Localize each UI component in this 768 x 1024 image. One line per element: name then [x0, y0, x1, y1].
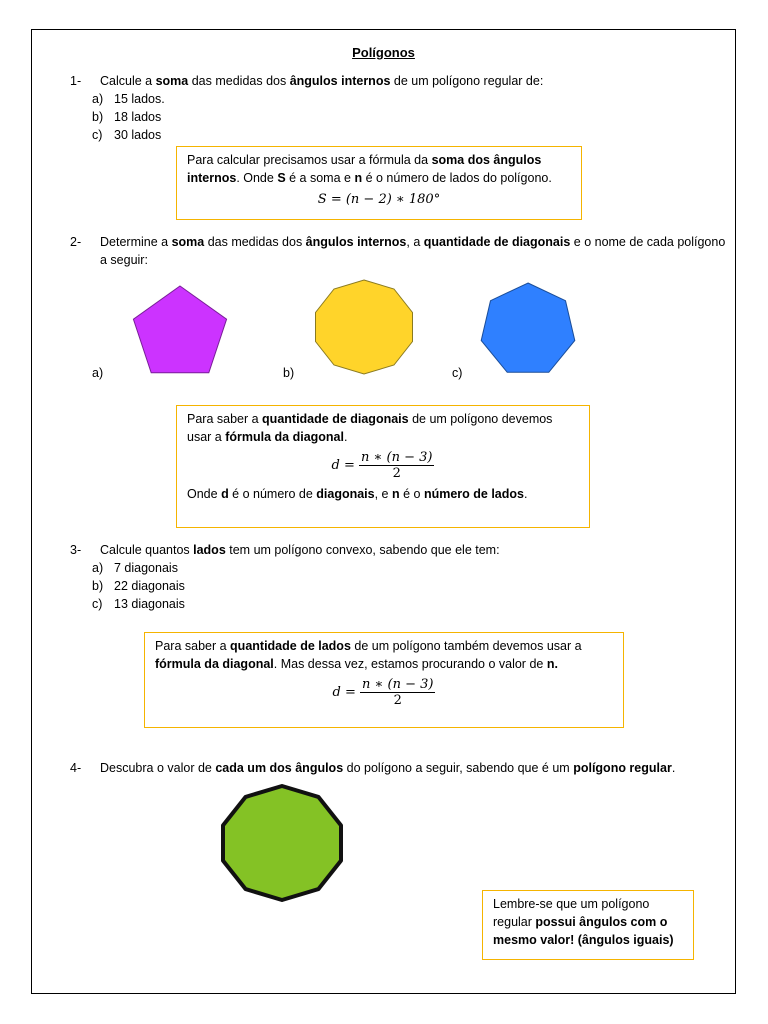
question-number: 2-: [70, 235, 82, 249]
hint-line: Para saber a quantidade de lados de um polígono também devemos usar a: [155, 639, 582, 653]
question-text: Descubra o valor de cada um dos ângulos do polígono a seguir, sabendo que é um polígono regular.: [100, 761, 676, 775]
decagon-shape: [308, 278, 420, 376]
hint-line: usar a fórmula da diagonal.: [187, 430, 348, 444]
diagonal-formula: d = $\frac{n ∗ (n - 3)}{2}$: [331, 450, 433, 481]
hint-line: mesmo valor! (ângulos iguais): [493, 933, 674, 947]
page-title: Polígonos: [352, 45, 415, 60]
hint-line: Para saber a quantidade de diagonais de um polígono devemos: [187, 412, 553, 426]
hint-line: Para calcular precisamos usar a fórmula da soma dos ângulos: [187, 153, 542, 167]
question-text: Determine a soma das medidas dos ângulos internos, a quantidade de diagonais e o nome de cada polígono: [100, 235, 726, 249]
question-number: 4-: [70, 761, 82, 775]
hint-box-diagonal-formula: [176, 405, 590, 528]
worksheet-page: Polígonos 1- Calcule a soma das medidas dos ângulos internos de um polígono regular de: a) 15 lados. b) 18 lados c) 30 lados Para calcular precisamos usar a fórmula da soma dos ângulos internos. Onde S é a soma e n é o número de lados do polígono. S = (n − 2) ∗ 180° 2- Determine a soma das medidas dos ângulos internos, a quantidade de diagonais e o nome de cada polígono a seguir: a) b) c) Para saber a quantidade de diagonais de um polígono devemos usar a fórmula da diagonal. d = $\frac{n ∗ (n - 3)}{2}$ Onde d é o número de diagonais, e n é o número de lados. 3- Calcule quantos lados tem um polígono convexo, sabendo que ele tem: a) 7 diagonais b) 22 diagonais c) 13 diagonais Para saber a quantidade de lados de um polígono também devemos usar a fórmula da diagonal. Mas dessa vez, estamos procurando o valor de n. d = $\frac{n ∗ (n - 3)}{2}$ 4- Descubra o valor de cada um dos ângulos do polígono a seguir, sabendo que é um polígono regular. Lembre-se que um polígono regular possui ângulos com o mesmo valor! (ângulos iguais): [31, 29, 736, 994]
question-text-continued: a seguir:: [100, 253, 148, 267]
hint-box-regular-polygon: [482, 890, 694, 960]
question-text: Calcule quantos lados tem um polígono convexo, sabendo que ele tem:: [100, 543, 500, 557]
hint-line: internos. Onde S é a soma e n é o número de lados do polígono.: [187, 171, 552, 185]
diagonal-formula: d = $\frac{n ∗ (n - 3)}{2}$: [332, 677, 434, 708]
hint-box-sides-formula: [144, 632, 624, 728]
sum-formula: S = (n − 2) ∗ 180°: [317, 192, 441, 207]
question-text: Calcule a soma das medidas dos ângulos internos de um polígono regular de:: [100, 74, 544, 88]
shape-label-c: c): [452, 366, 463, 380]
green-decagon-shape: [214, 782, 350, 904]
question-number: 3-: [70, 543, 82, 557]
shape-label-b: b): [283, 366, 295, 380]
hint-line: fórmula da diagonal. Mas dessa vez, estamos procurando o valor de n.: [155, 657, 558, 671]
hint-line: Lembre-se que um polígono: [493, 897, 650, 911]
heptagon-shape: [476, 278, 580, 378]
hint-box-sum-formula: [176, 146, 582, 220]
shape-label-a: a): [92, 366, 104, 380]
hint-line: regular possui ângulos com o: [493, 915, 668, 929]
pentagon-shape: [128, 280, 232, 380]
question-number: 1-: [70, 74, 82, 88]
hint-line: Onde d é o número de diagonais, e n é o número de lados.: [187, 487, 528, 501]
